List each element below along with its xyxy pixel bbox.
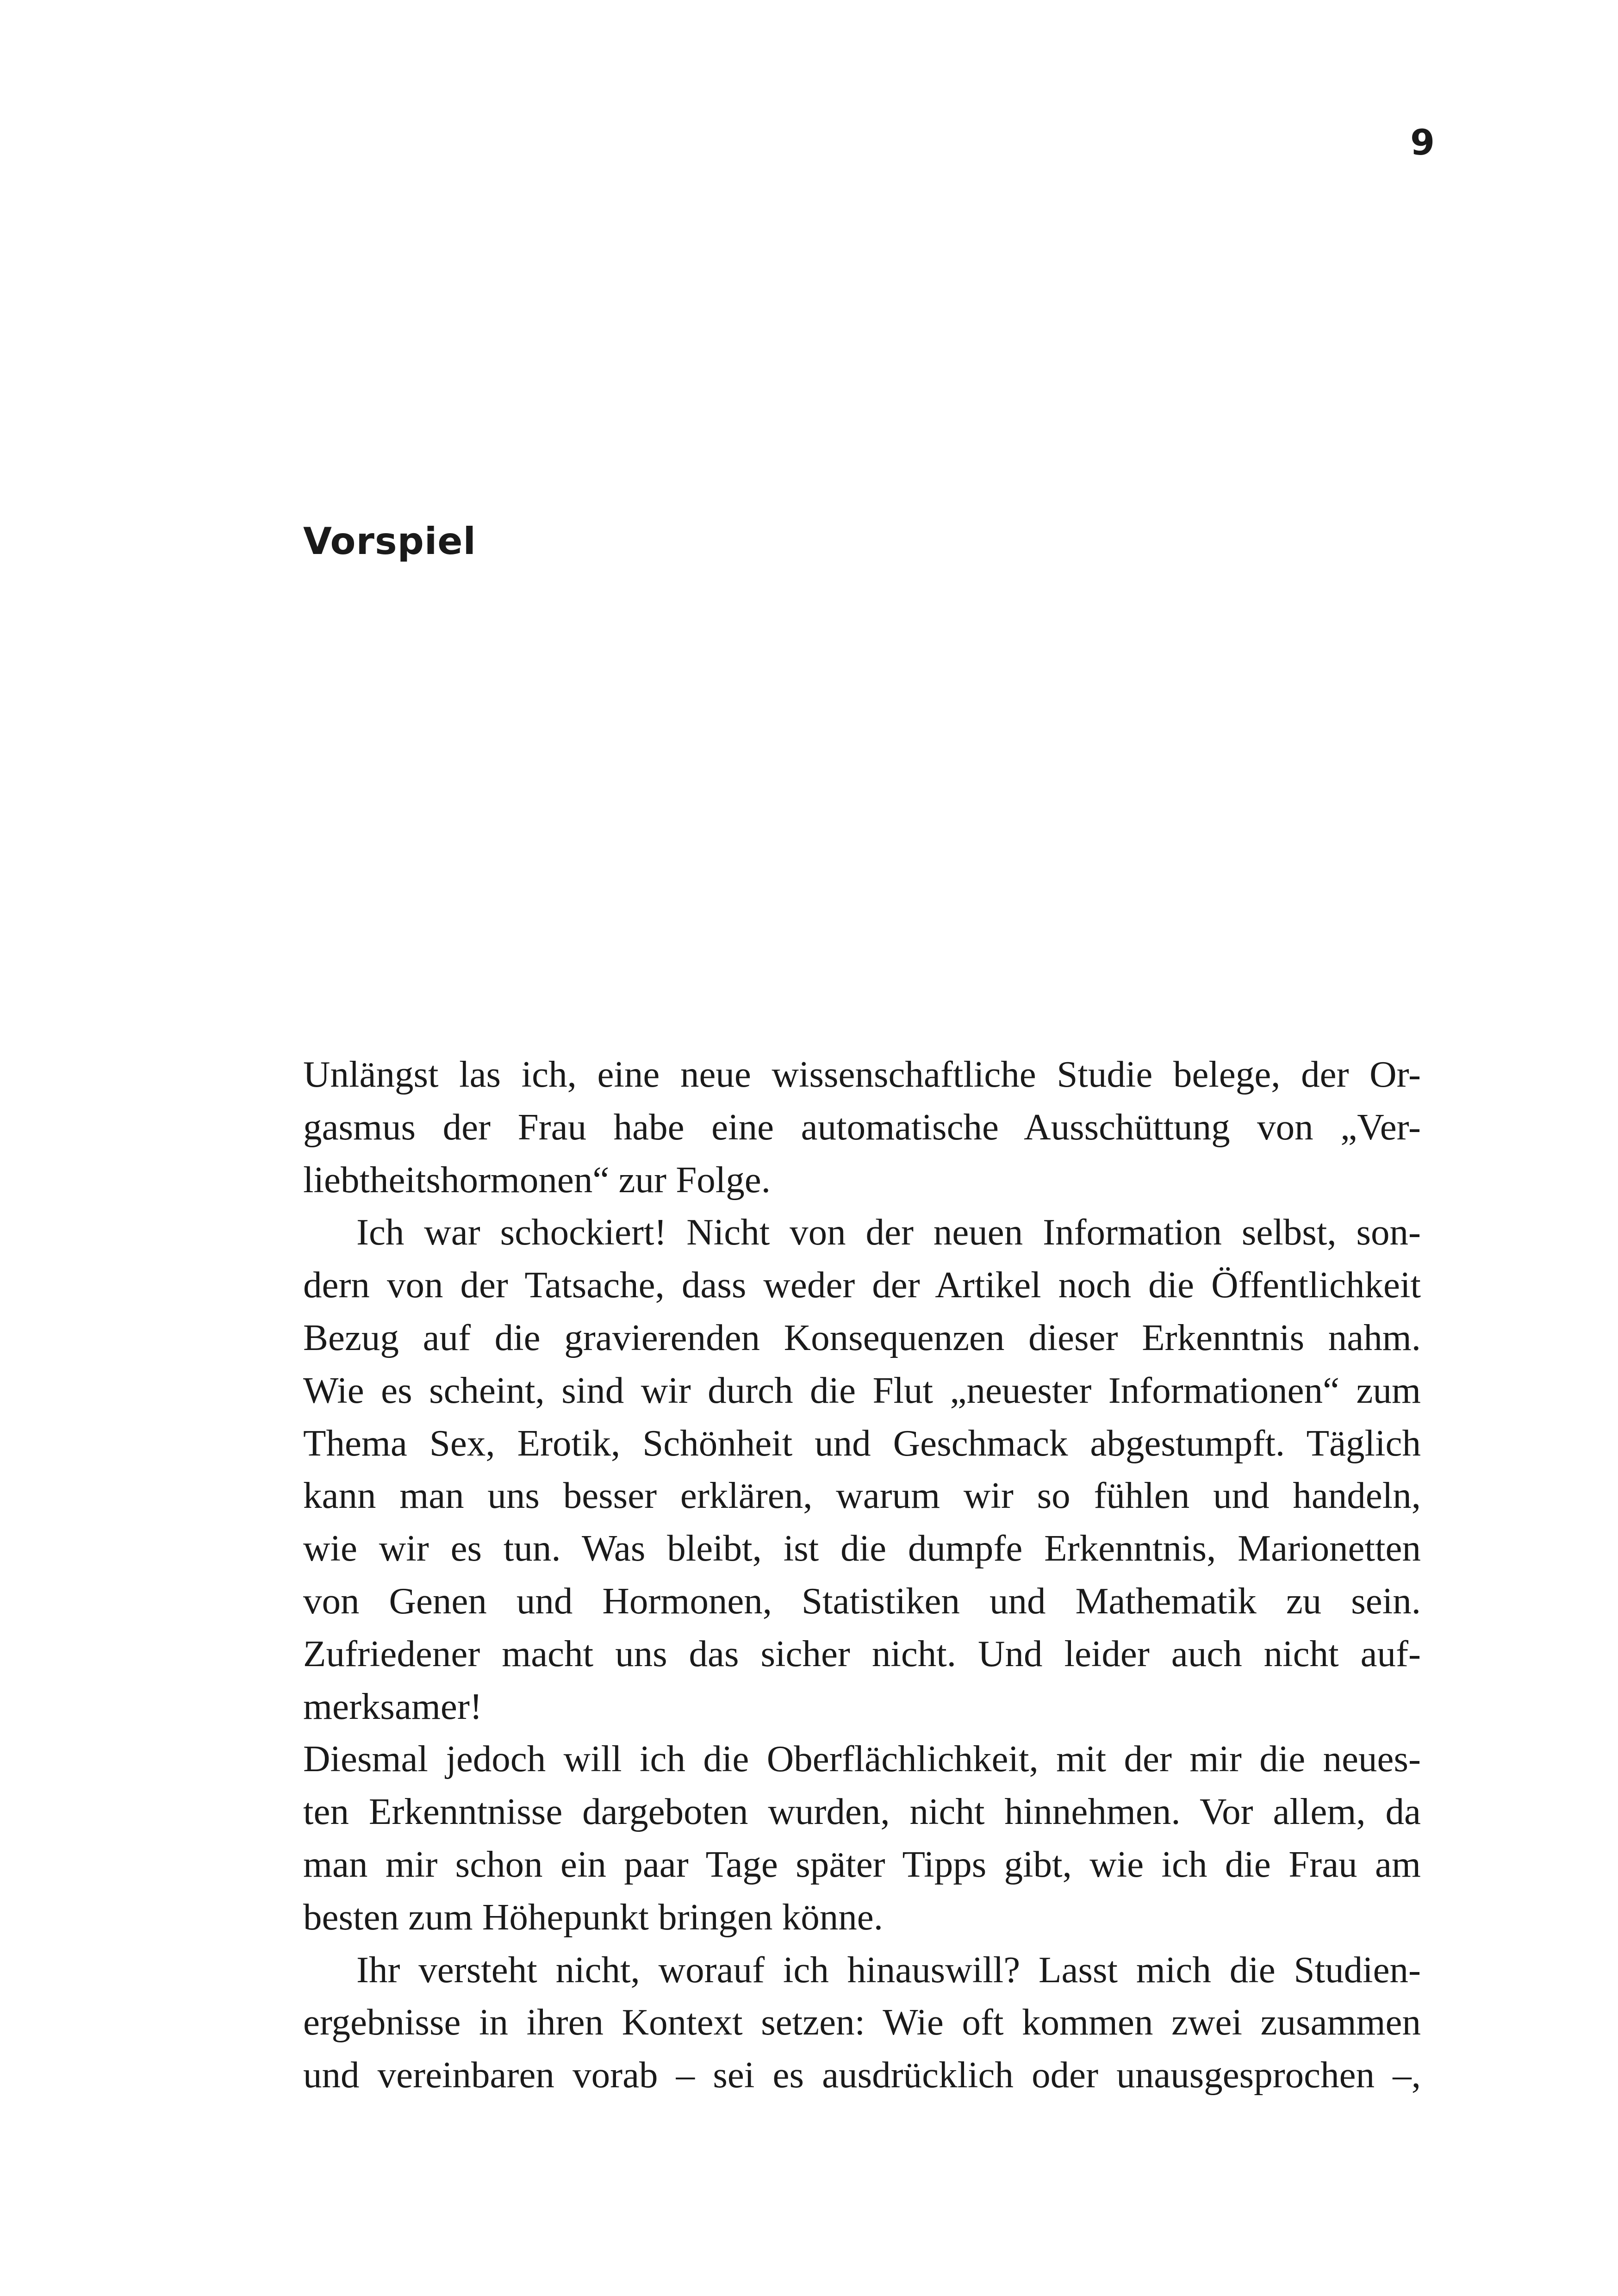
chapter-title: Vorspiel (303, 520, 476, 563)
body-text (303, 1048, 1421, 2102)
text-line: merksamer! (303, 1685, 482, 1727)
text-line: man mir schon ein paar Tage später Tipps gibt, wie ich die Frau am (303, 1843, 1421, 1885)
text-line: Ihr versteht nicht, worauf ich hinauswill? Lasst mich die Studien- (356, 1948, 1421, 1991)
text-line: besten zum Höhepunkt bringen könne. (303, 1896, 883, 1938)
page-number: 9 (1410, 122, 1435, 163)
text-line: Diesmal jedoch will ich die Oberflächlichkeit, mit der mir die neues- (303, 1738, 1421, 1780)
text-line: Thema Sex, Erotik, Schönheit und Geschmack abgestumpft. Täglich (303, 1422, 1421, 1464)
text-line: liebtheitshormonen“ zur Folge. (303, 1158, 771, 1201)
text-line: Wie es scheint, sind wir durch die Flut „neuester Informationen“ zum (303, 1369, 1421, 1411)
text-line: gasmus der Frau habe eine automatische Ausschüttung von „Ver- (303, 1106, 1421, 1148)
text-line: Bezug auf die gravierenden Konsequenzen dieser Erkenntnis nahm. (303, 1316, 1421, 1358)
text-line: Unlängst las ich, eine neue wissenschaftliche Studie belege, der Or- (303, 1053, 1421, 1095)
text-line: kann man uns besser erklären, warum wir so fühlen und handeln, (303, 1475, 1421, 1517)
text-line: Zufriedener macht uns das sicher nicht. Und leider auch nicht auf- (303, 1632, 1421, 1674)
text-line: von Genen und Hormonen, Statistiken und Mathematik zu sein. (303, 1580, 1421, 1622)
text-line: ergebnisse in ihren Kontext setzen: Wie oft kommen zwei zusammen (303, 2001, 1421, 2043)
text-line: Ich war schockiert! Nicht von der neuen Information selbst, son- (356, 1211, 1421, 1253)
text-line: dern von der Tatsache, dass weder der Artikel noch die Öffentlichkeit (303, 1264, 1421, 1306)
text-line: ten Erkenntnisse dargeboten wurden, nicht hinnehmen. Vor allem, da (303, 1791, 1421, 1833)
text-line: und vereinbaren vorab – sei es ausdrücklich oder unausgesprochen –, (303, 2054, 1421, 2096)
text-line: wie wir es tun. Was bleibt, ist die dumpfe Erkenntnis, Marionetten (303, 1527, 1421, 1569)
